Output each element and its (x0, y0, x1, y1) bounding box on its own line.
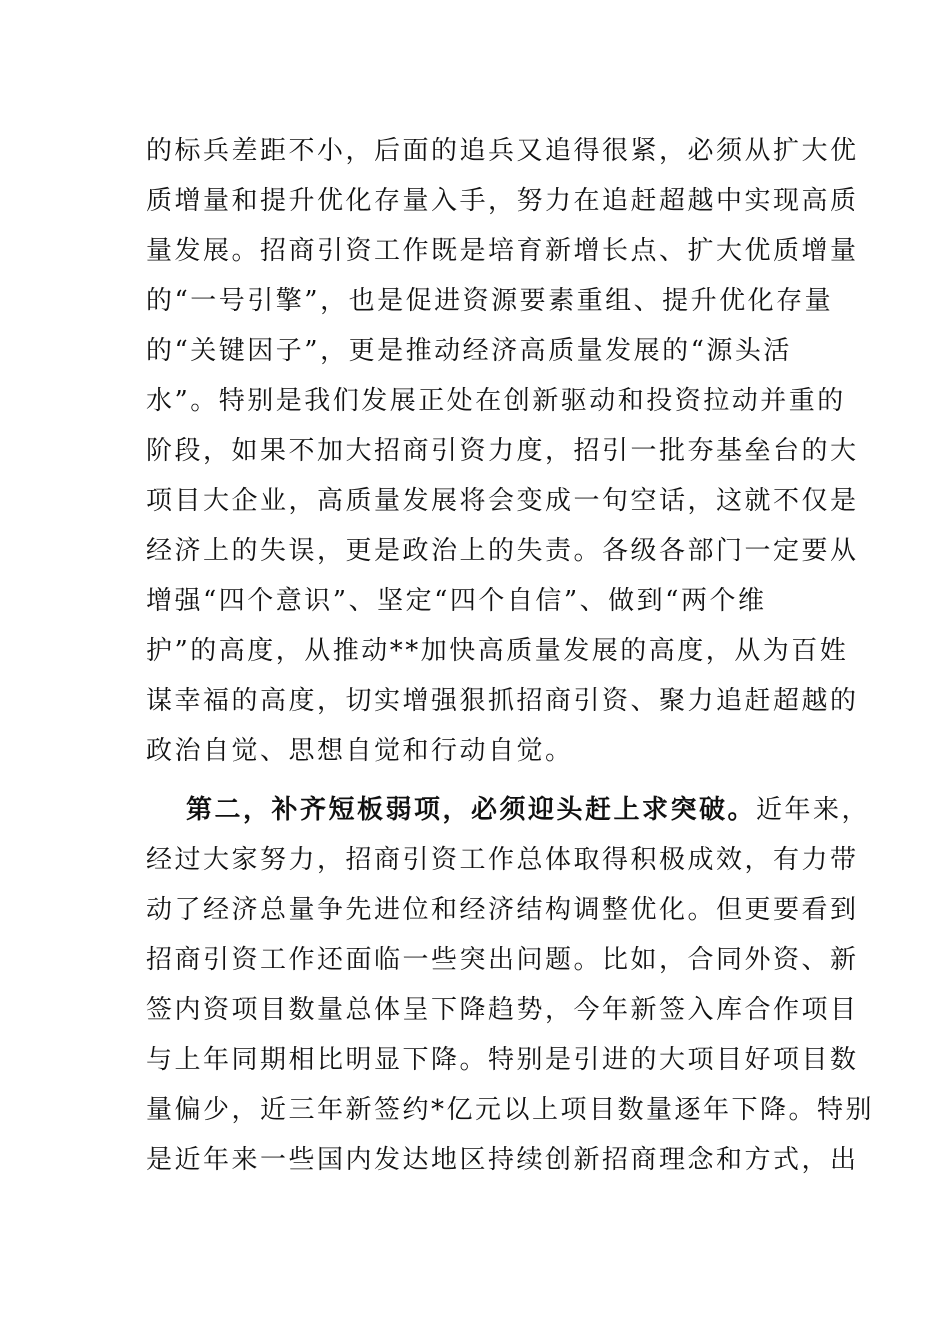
paragraph-line: 项目大企业，高质量发展将会变成一句空话，这就不仅是 (146, 486, 859, 516)
paragraph-line: 招商引资工作还面临一些突出问题。比如，合同外资、新 (146, 945, 859, 975)
paragraph-line: 阶段，如果不加大招商引资力度，招引一批夯基垒台的大 (146, 436, 859, 466)
paragraph-line: 与上年同期相比明显下降。特别是引进的大项目好项目数 (146, 1045, 859, 1075)
paragraph-line-rest: 近年来， (756, 795, 871, 825)
paragraph-line: 增强“四个意识”、坚定“四个自信”、做到“两个维 (146, 586, 767, 616)
paragraph-line: 经济上的失误，更是政治上的失责。各级各部门一定要从 (146, 536, 859, 566)
paragraph-line: 量偏少，近三年新签约*亿元以上项目数量逐年下降。特别 (146, 1095, 875, 1125)
paragraph-line: 动了经济总量争先进位和经济结构调整优化。但更要看到 (146, 895, 859, 925)
paragraph-line: 谋幸福的高度，切实增强狠抓招商引资、聚力追赶超越的 (146, 686, 859, 716)
paragraph-line: 水”。特别是我们发展正处在创新驱动和投资拉动并重的 (146, 386, 846, 416)
section-heading: 第二，补齐短板弱项，必须迎头赶上求突破。 (186, 795, 757, 825)
paragraph-line: 护”的高度，从推动**加快高质量发展的高度，从为百姓 (146, 636, 849, 666)
paragraph-line: 是近年来一些国内发达地区持续创新招商理念和方式，出 (146, 1145, 859, 1175)
paragraph-line: 的标兵差距不小，后面的追兵又追得很紧，必须从扩大优 (146, 136, 859, 166)
paragraph-line: 量发展。招商引资工作既是培育新增长点、扩大优质增量 (146, 236, 859, 266)
paragraph-line: 经过大家努力，招商引资工作总体取得积极成效，有力带 (146, 845, 859, 875)
paragraph-line: 质增量和提升优化存量入手，努力在追赶超越中实现高质 (146, 186, 859, 216)
paragraph-line: 政治自觉、思想自觉和行动自觉。 (146, 736, 574, 766)
paragraph-first-line (186, 785, 870, 835)
paragraph-line: 的“关键因子”，更是推动经济高质量发展的“源头活 (146, 336, 792, 366)
paragraph-line: 的“一号引擎”，也是促进资源要素重组、提升优化存量 (146, 286, 834, 316)
paragraph-line: 签内资项目数量总体呈下降趋势，今年新签入库合作项目 (146, 995, 859, 1025)
